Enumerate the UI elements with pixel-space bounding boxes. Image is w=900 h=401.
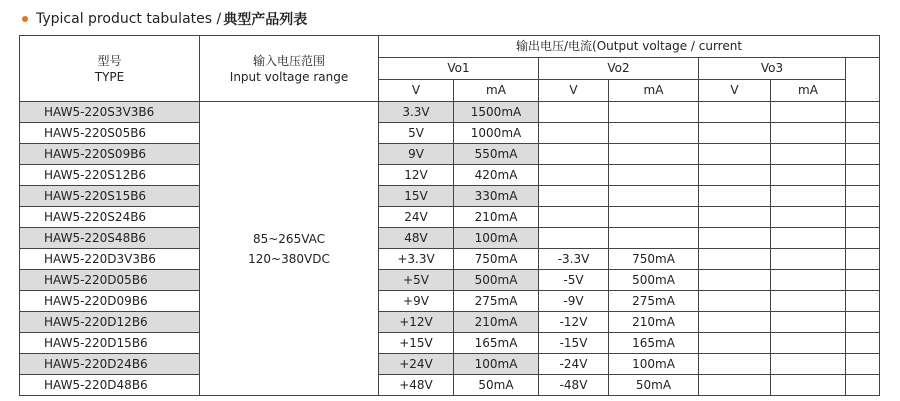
vo2-voltage-cell: -5V bbox=[539, 270, 609, 291]
input-range-ac: 85~265VAC bbox=[252, 231, 326, 246]
vo1-current-cell: 1500mA bbox=[454, 102, 539, 123]
table-row bbox=[20, 249, 880, 270]
vo2-current-cell bbox=[609, 144, 699, 165]
heading-text: Typical product tabulates / bbox=[36, 11, 222, 27]
vo3-voltage-cell bbox=[699, 291, 771, 312]
vo3-current-cell bbox=[771, 123, 846, 144]
vo2-voltage-cell bbox=[539, 144, 609, 165]
vo2-voltage-cell bbox=[539, 186, 609, 207]
bullet-icon bbox=[22, 16, 28, 22]
vo1-voltage-cell: +3.3V bbox=[379, 249, 454, 270]
vo3-voltage-cell bbox=[699, 207, 771, 228]
vo1-current-cell: 100mA bbox=[454, 354, 539, 375]
vo2-header: Vo2 bbox=[539, 58, 699, 80]
product-table bbox=[19, 35, 880, 396]
model-cell: HAW5-220D48B6 bbox=[20, 375, 200, 396]
vo3-current-cell bbox=[771, 270, 846, 291]
blank-cell bbox=[846, 165, 880, 186]
blank-cell bbox=[846, 102, 880, 123]
vo3-voltage-cell bbox=[699, 144, 771, 165]
vo3-current-cell bbox=[771, 228, 846, 249]
vo3-current-cell bbox=[771, 375, 846, 396]
blank-cell bbox=[846, 249, 880, 270]
model-cell: HAW5-220S24B6 bbox=[20, 207, 200, 228]
vo2-v-header: V bbox=[539, 80, 609, 102]
vo3-current-cell bbox=[771, 312, 846, 333]
vo3-voltage-cell bbox=[699, 333, 771, 354]
vo3-v-header: V bbox=[699, 80, 771, 102]
vo3-voltage-cell bbox=[699, 102, 771, 123]
vo3-current-cell bbox=[771, 207, 846, 228]
vo3-current-cell bbox=[771, 144, 846, 165]
vo3-current-cell bbox=[771, 249, 846, 270]
vo2-current-cell bbox=[609, 102, 699, 123]
vo3-voltage-cell bbox=[699, 228, 771, 249]
vo3-voltage-cell bbox=[699, 354, 771, 375]
blank-cell bbox=[846, 312, 880, 333]
vo1-voltage-cell: 48V bbox=[379, 228, 454, 249]
type-header bbox=[20, 36, 200, 102]
vo3-header: Vo3 bbox=[699, 58, 846, 80]
blank-cell bbox=[846, 270, 880, 291]
vo2-voltage-cell bbox=[539, 165, 609, 186]
vo1-voltage-cell: 24V bbox=[379, 207, 454, 228]
model-cell: HAW5-220S12B6 bbox=[20, 165, 200, 186]
model-cell: HAW5-220S09B6 bbox=[20, 144, 200, 165]
model-cell: HAW5-220S15B6 bbox=[20, 186, 200, 207]
vo3-voltage-cell bbox=[699, 312, 771, 333]
model-cell: HAW5-220D3V3B6 bbox=[20, 249, 200, 270]
table-row bbox=[20, 102, 880, 123]
vo2-voltage-cell: -24V bbox=[539, 354, 609, 375]
vo3-voltage-cell bbox=[699, 270, 771, 291]
vo1-current-cell: 330mA bbox=[454, 186, 539, 207]
table-row bbox=[20, 270, 880, 291]
vo2-voltage-cell: -48V bbox=[539, 375, 609, 396]
input-header bbox=[200, 36, 379, 102]
blank-cell bbox=[846, 228, 880, 249]
vo2-current-cell: 275mA bbox=[609, 291, 699, 312]
heading-text-cn: 典型产品列表 bbox=[223, 12, 308, 28]
vo1-voltage-cell: 15V bbox=[379, 186, 454, 207]
type-header-cn: 型号 bbox=[97, 53, 122, 68]
input-range-dc: 120~380VDC bbox=[248, 251, 330, 266]
vo1-current-cell: 500mA bbox=[454, 270, 539, 291]
table-row bbox=[20, 165, 880, 186]
blank-cell bbox=[846, 186, 880, 207]
vo2-voltage-cell bbox=[539, 207, 609, 228]
table-row bbox=[20, 375, 880, 396]
vo2-voltage-cell: -12V bbox=[539, 312, 609, 333]
vo2-current-cell bbox=[609, 186, 699, 207]
table-row bbox=[20, 207, 880, 228]
table-row bbox=[20, 186, 880, 207]
table-body bbox=[20, 102, 880, 396]
model-cell: HAW5-220S05B6 bbox=[20, 123, 200, 144]
model-cell: HAW5-220D24B6 bbox=[20, 354, 200, 375]
vo1-voltage-cell: 12V bbox=[379, 165, 454, 186]
vo2-ma-header: mA bbox=[609, 80, 699, 102]
vo1-voltage-cell: 3.3V bbox=[379, 102, 454, 123]
table-row bbox=[20, 144, 880, 165]
vo3-current-cell bbox=[771, 333, 846, 354]
output-group-header: 输出电压/电流(Output voltage / current bbox=[379, 36, 880, 58]
vo2-current-cell: 100mA bbox=[609, 354, 699, 375]
table-row bbox=[20, 291, 880, 312]
blank-cell bbox=[846, 207, 880, 228]
section-heading bbox=[22, 9, 307, 29]
model-cell: HAW5-220S48B6 bbox=[20, 228, 200, 249]
vo3-voltage-cell bbox=[699, 186, 771, 207]
vo2-voltage-cell bbox=[539, 102, 609, 123]
vo2-current-cell bbox=[609, 207, 699, 228]
vo1-voltage-cell: +15V bbox=[379, 333, 454, 354]
vo1-voltage-cell: +24V bbox=[379, 354, 454, 375]
vo3-current-cell bbox=[771, 186, 846, 207]
vo1-ma-header: mA bbox=[454, 80, 539, 102]
vo2-current-cell: 165mA bbox=[609, 333, 699, 354]
vo1-current-cell: 210mA bbox=[454, 312, 539, 333]
vo2-current-cell: 210mA bbox=[609, 312, 699, 333]
blank-cell bbox=[846, 354, 880, 375]
blank-cell bbox=[846, 333, 880, 354]
vo3-voltage-cell bbox=[699, 375, 771, 396]
vo3-voltage-cell bbox=[699, 165, 771, 186]
table-row bbox=[20, 354, 880, 375]
vo1-current-cell: 550mA bbox=[454, 144, 539, 165]
vo1-current-cell: 210mA bbox=[454, 207, 539, 228]
vo2-voltage-cell bbox=[539, 228, 609, 249]
vo3-current-cell bbox=[771, 291, 846, 312]
input-range-cell bbox=[200, 102, 379, 396]
vo2-current-cell bbox=[609, 123, 699, 144]
vo2-current-cell: 500mA bbox=[609, 270, 699, 291]
vo3-current-cell bbox=[771, 354, 846, 375]
vo1-voltage-cell: +12V bbox=[379, 312, 454, 333]
vo2-current-cell: 750mA bbox=[609, 249, 699, 270]
type-header-en: TYPE bbox=[94, 69, 125, 84]
vo2-voltage-cell bbox=[539, 123, 609, 144]
blank-cell bbox=[846, 123, 880, 144]
blank-cell bbox=[846, 144, 880, 165]
vo3-current-cell bbox=[771, 165, 846, 186]
vo1-current-cell: 420mA bbox=[454, 165, 539, 186]
table-row bbox=[20, 228, 880, 249]
model-cell: HAW5-220S3V3B6 bbox=[20, 102, 200, 123]
vo3-voltage-cell bbox=[699, 249, 771, 270]
vo2-current-cell bbox=[609, 165, 699, 186]
vo1-current-cell: 750mA bbox=[454, 249, 539, 270]
vo1-current-cell: 100mA bbox=[454, 228, 539, 249]
table-row bbox=[20, 333, 880, 354]
vo2-current-cell: 50mA bbox=[609, 375, 699, 396]
vo1-voltage-cell: 9V bbox=[379, 144, 454, 165]
vo3-voltage-cell bbox=[699, 123, 771, 144]
table-row bbox=[20, 312, 880, 333]
model-cell: HAW5-220D05B6 bbox=[20, 270, 200, 291]
vo1-current-cell: 1000mA bbox=[454, 123, 539, 144]
blank-cell bbox=[846, 291, 880, 312]
vo1-voltage-cell: +48V bbox=[379, 375, 454, 396]
vo2-current-cell bbox=[609, 228, 699, 249]
blank-cell bbox=[846, 375, 880, 396]
model-cell: HAW5-220D12B6 bbox=[20, 312, 200, 333]
vo1-voltage-cell: +9V bbox=[379, 291, 454, 312]
input-header-en: Input voltage range bbox=[229, 69, 349, 84]
vo1-current-cell: 275mA bbox=[454, 291, 539, 312]
vo1-voltage-cell: +5V bbox=[379, 270, 454, 291]
vo1-current-cell: 50mA bbox=[454, 375, 539, 396]
vo1-header: Vo1 bbox=[379, 58, 539, 80]
blank-header bbox=[846, 58, 880, 102]
vo1-v-header: V bbox=[379, 80, 454, 102]
vo3-ma-header: mA bbox=[771, 80, 846, 102]
model-cell: HAW5-220D15B6 bbox=[20, 333, 200, 354]
vo2-voltage-cell: -9V bbox=[539, 291, 609, 312]
vo2-voltage-cell: -3.3V bbox=[539, 249, 609, 270]
model-cell: HAW5-220D09B6 bbox=[20, 291, 200, 312]
vo1-current-cell: 165mA bbox=[454, 333, 539, 354]
table-row bbox=[20, 123, 880, 144]
input-header-cn: 输入电压范围 bbox=[252, 53, 325, 68]
vo1-voltage-cell: 5V bbox=[379, 123, 454, 144]
vo2-voltage-cell: -15V bbox=[539, 333, 609, 354]
vo3-current-cell bbox=[771, 102, 846, 123]
